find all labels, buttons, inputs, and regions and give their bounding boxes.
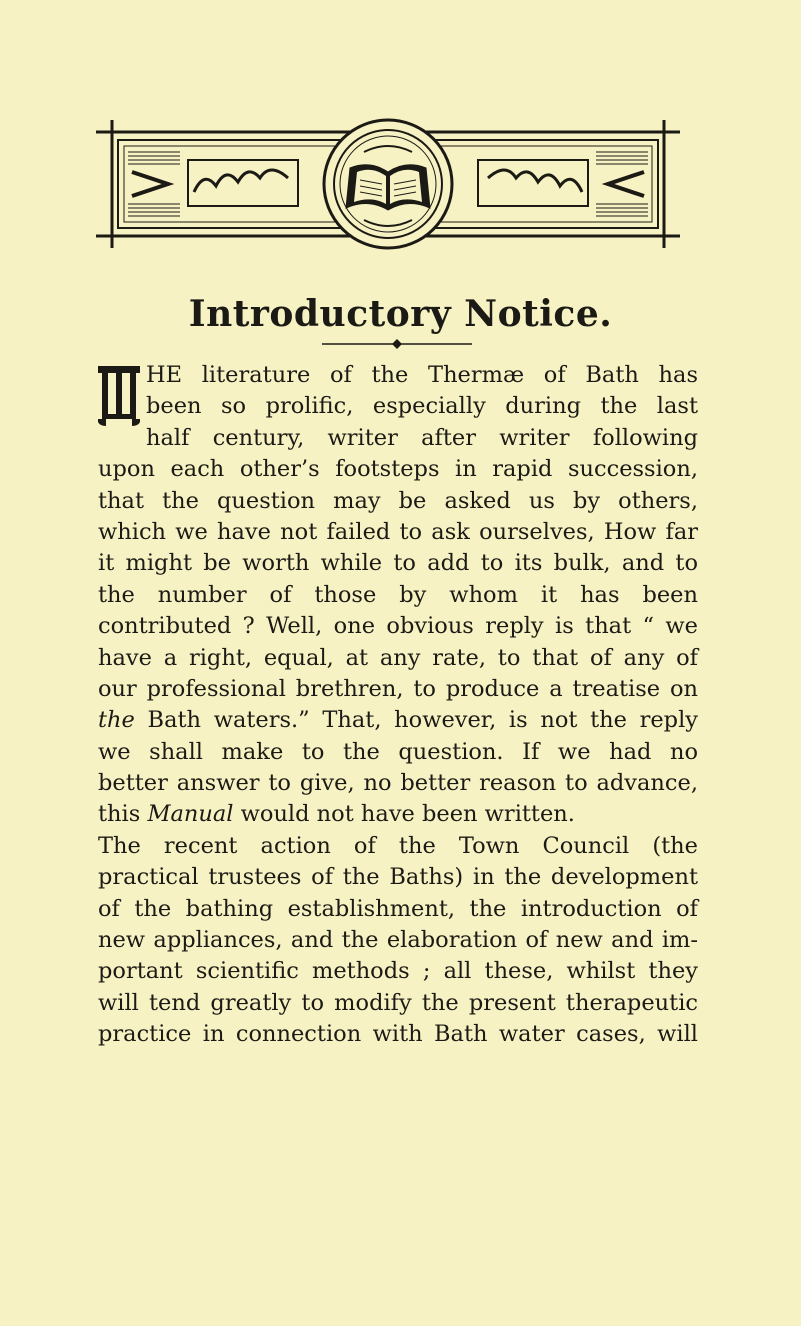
text-line: better answer to give, no better reason to advance, <box>98 770 698 797</box>
ornamental-headpiece-icon <box>88 112 688 262</box>
text-line: that the question may be asked us by others, <box>98 487 698 514</box>
text-line: upon each other’s footsteps in rapid succession, <box>98 456 698 483</box>
text-line: have a right, equal, at any rate, to that of any of <box>98 644 698 671</box>
text-line: which we have not failed to ask ourselves, How far <box>98 518 698 545</box>
diamond-rule-icon <box>322 338 472 350</box>
text-line: new appliances, and the elaboration of new and im- <box>98 927 698 954</box>
text-line: practice in connection with Bath water cases, will <box>98 1021 698 1048</box>
text-line: half century, writer after writer following <box>146 424 698 451</box>
text-line: the Bath waters.” That, however, is not the reply <box>98 707 698 734</box>
page-title: Introductory Notice. <box>188 293 613 335</box>
text-line: our professional brethren, to produce a treatise on <box>98 675 698 702</box>
text-line: the number of those by whom it has been <box>98 581 698 608</box>
text-line: practical trustees of the Baths) in the development <box>98 864 698 891</box>
text-line: The recent action of the Town Council (the <box>98 832 698 859</box>
text-line: this Manual would not have been written. <box>98 801 575 828</box>
text-line: will tend greatly to modify the present therapeutic <box>98 989 698 1016</box>
text-line: contributed ? Well, one obvious reply is that “ we <box>98 613 698 640</box>
text-line: it might be worth while to add to its bulk, and to <box>98 550 698 577</box>
text-line: HE literature of the Thermæ of Bath has <box>146 362 698 388</box>
text-line: portant scientific methods ; all these, whilst they <box>98 958 698 985</box>
body-text <box>98 360 698 1051</box>
text-line: we shall make to the question. If we had no <box>98 738 698 765</box>
text-line: been so prolific, especially during the last <box>146 393 698 420</box>
text-line: of the bathing establishment, the introduction of <box>98 895 698 922</box>
